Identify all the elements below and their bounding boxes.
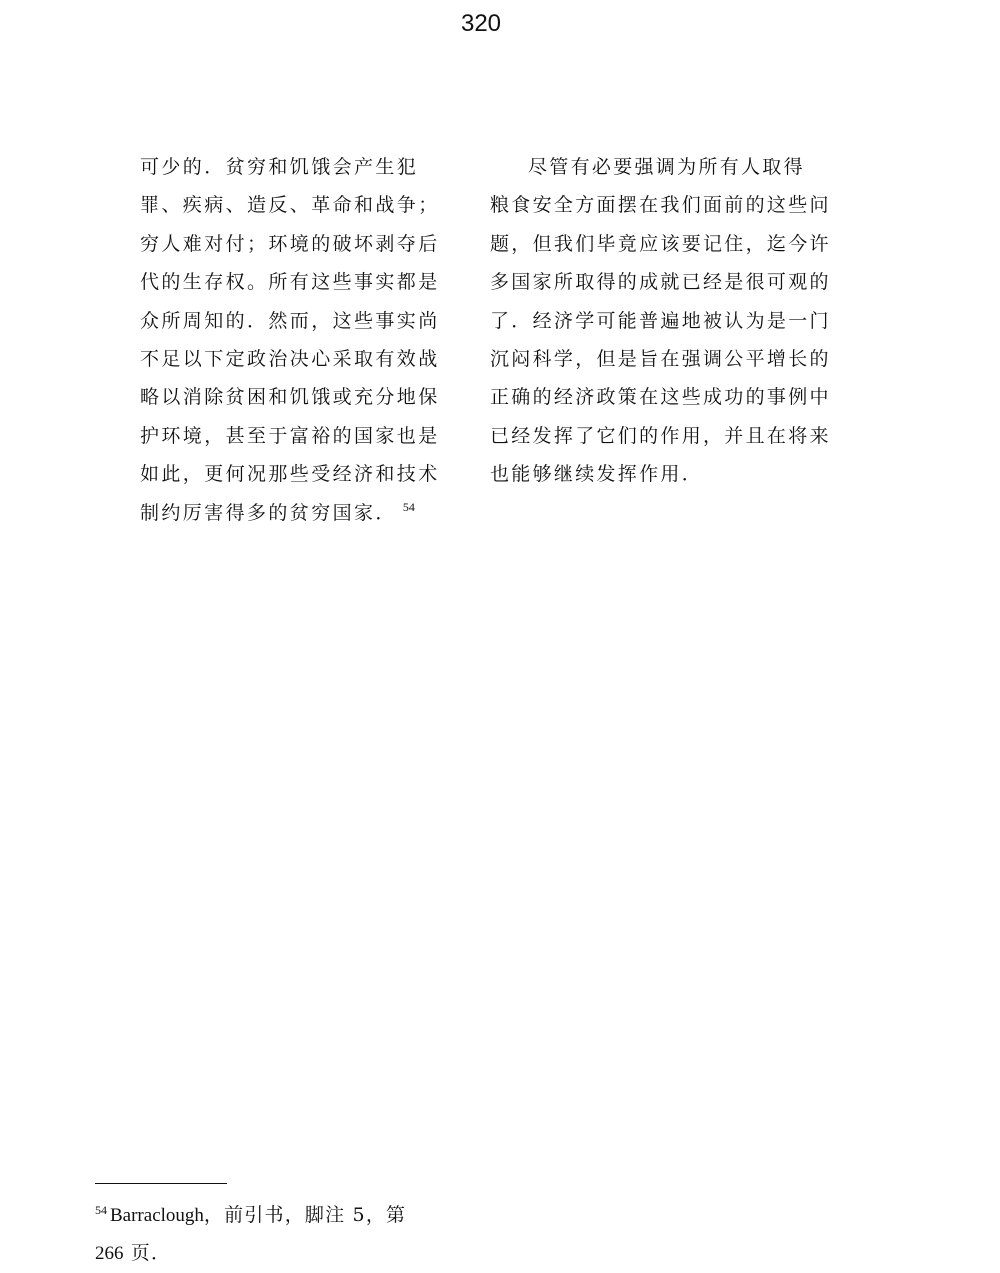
footnote-reference[interactable]: 54: [402, 500, 415, 515]
footnote: [95, 1196, 455, 1272]
body-text-line: 沉闷科学，但是旨在强调公平增长的: [490, 347, 831, 370]
footnote-line: [95, 1234, 455, 1272]
body-text-line: 正确的经济政策在这些成功的事例中: [490, 386, 831, 409]
body-text-line: 可少的．贫穷和饥饿会产生犯: [140, 156, 419, 178]
body-text-line: 如此，更何况那些受经济和技术: [140, 463, 440, 486]
body-text-line: 代的生存权。所有这些事实都是: [140, 271, 440, 294]
body-text-line: 护环境，甚至于富裕的国家也是: [140, 424, 440, 447]
body-text-line: 略以消除贫困和饥饿或充分地保: [140, 386, 440, 409]
paragraph-first-line: 尽管有必要强调为所有人取得: [528, 156, 805, 178]
body-text-line: 题，但我们毕竟应该要记住，迄今许: [490, 232, 831, 255]
footnote-page-ref: 266: [95, 1243, 124, 1264]
body-text-line: 已经发挥了它们的作用，并且在将来: [490, 424, 831, 447]
body-text-line: 了．经济学可能普遍地被认为是一门: [490, 309, 831, 332]
body-text-line: 粮食安全方面摆在我们面前的这些问: [490, 194, 831, 217]
footnote-text: 页．: [123, 1242, 172, 1264]
body-text-line: 多国家所取得的成就已经是很可观的: [490, 271, 831, 294]
footnote-author: Barraclough: [110, 1205, 204, 1226]
body-text-fragment: 制约厉害得多的贫穷国家．: [140, 501, 397, 524]
page-number: 320: [460, 10, 502, 37]
left-column: [140, 148, 446, 532]
footnote-marker: 54: [95, 1202, 107, 1217]
footnote-line: [95, 1196, 455, 1234]
footnote-text: ，前引书，脚注 5，第: [203, 1204, 407, 1226]
body-text-line-last: [140, 494, 446, 532]
body-text-line: 不足以下定政治决心采取有效战: [140, 347, 440, 370]
body-text-line: 也能够继续发挥作用．: [490, 463, 704, 486]
body-text-line: 罪、疾病、造反、革命和战争；: [140, 194, 440, 217]
footnote-separator: [95, 1183, 227, 1184]
right-column: [490, 148, 840, 494]
body-text-line: 众所周知的．然而，这些事实尚: [140, 309, 440, 332]
body-text-line: 穷人难对付；环境的破坏剥夺后: [140, 232, 440, 255]
